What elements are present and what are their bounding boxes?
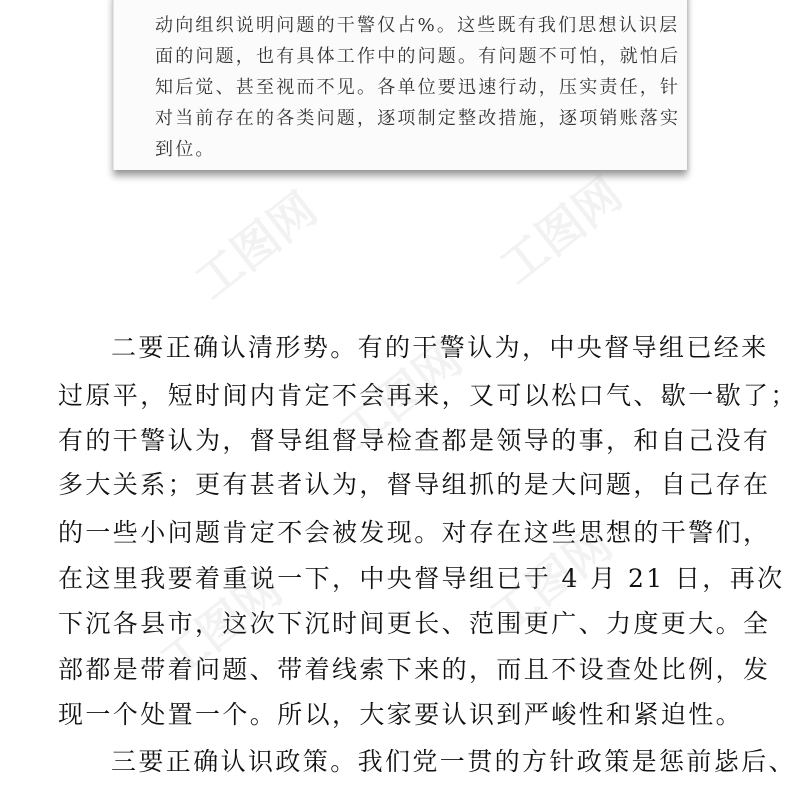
callout-line-2: 面的问题，也有具体工作中的问题。有问题不可怕，就怕后: [155, 46, 681, 67]
watermark: 工图网: [479, 516, 622, 645]
watermark: 工图网: [184, 181, 327, 310]
body-paragraph-2-line-3: 有的干警认为，督导组督导检查都是领导的事，和自己没有: [58, 426, 771, 455]
body-paragraph-2-line-4: 多大关系；更有甚者认为，督导组抓的是大问题，自己存在: [58, 470, 771, 499]
body-paragraph-2-line-2: 过原平，短时间内肯定不会再来，又可以松口气、歇一歇了；: [58, 381, 798, 410]
callout-line-1: 动向组织说明问题的干警仅占%。这些既有我们思想认识层: [155, 15, 680, 36]
callout-line-5: 到位。: [155, 139, 216, 160]
watermark: 工图网: [329, 331, 472, 460]
body-paragraph-2-line-7: 下沉各县市，这次下沉时间更长、范围更广、力度更大。全: [58, 609, 771, 638]
callout-line-3: 知后觉、甚至视而不见。各单位要迅速行动，压实责任，针: [155, 77, 681, 98]
callout-line-4: 对当前存在的各类问题，逐项制定整改措施，逐项销账落实: [155, 108, 681, 129]
body-paragraph-2-line-5: 的一些小问题肯定不会被发现。对存在这些思想的干警们，: [58, 518, 771, 547]
body-paragraph-2-line-9: 现一个处置一个。所以，大家要认识到严峻性和紧迫性。: [58, 700, 744, 729]
watermark: 工图网: [149, 561, 292, 690]
body-paragraph-2-line-1: 二要正确认清形势。有的干警认为，中央督导组已经来: [111, 333, 769, 362]
body-paragraph-2-line-8: 部都是带着问题、带着线索下来的，而且不设查处比例，发: [58, 655, 771, 684]
body-paragraph-2-line-6: 在这里我要着重说一下，中央督导组已于 4 月 21 日，再次: [58, 564, 785, 593]
watermark: 工图网: [489, 166, 632, 295]
body-paragraph-3-line-1: 三要正确认识政策。我们党一贯的方针政策是惩前毖后、: [111, 747, 797, 776]
